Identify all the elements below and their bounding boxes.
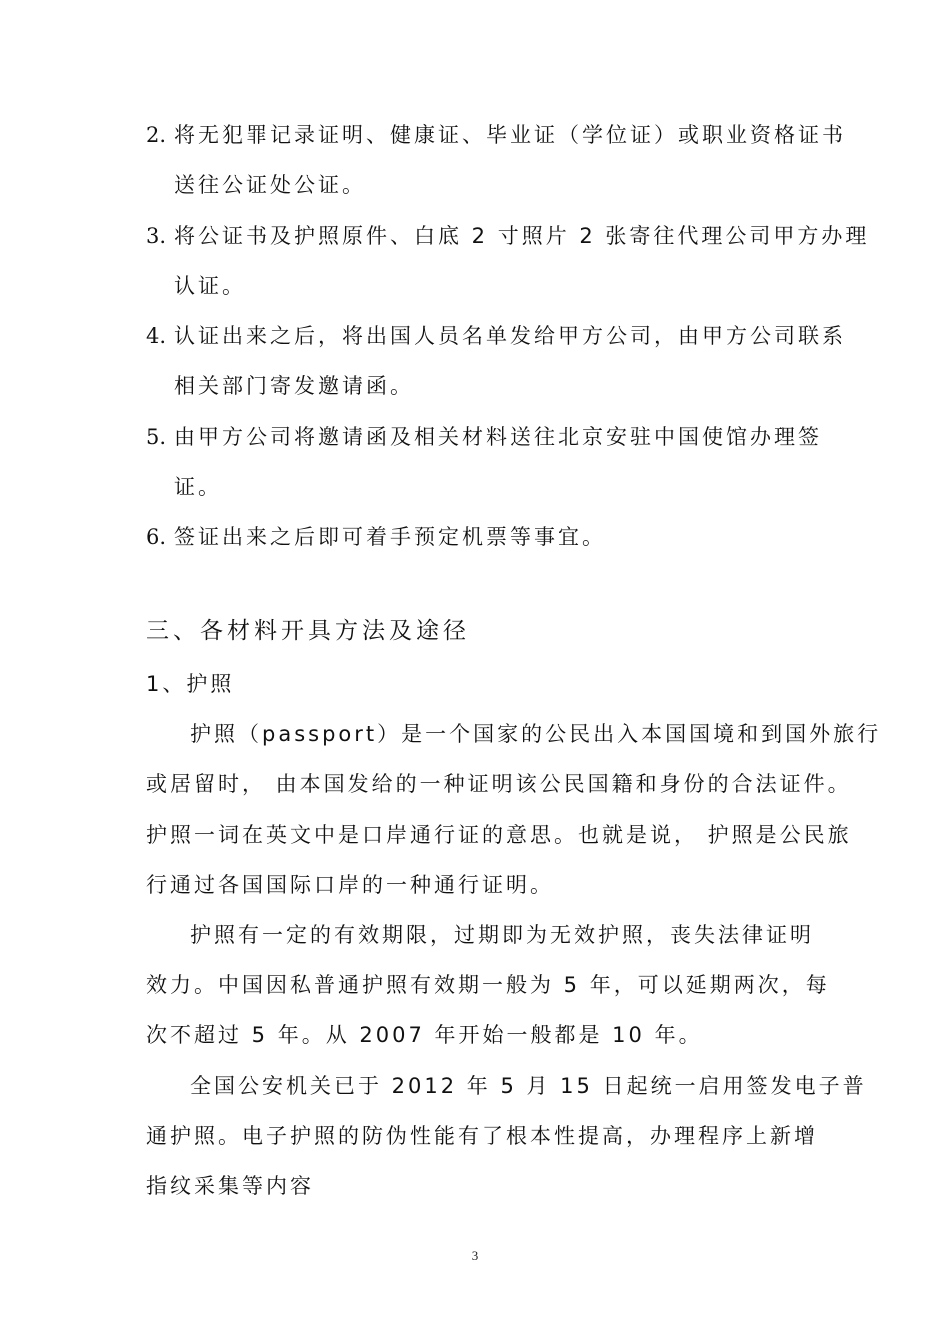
list-item-4-continued: 相关部门寄发邀请函。	[174, 374, 414, 398]
paragraph-line: 护照（passport）是一个国家的公民出入本国国境和到国外旅行	[190, 722, 882, 746]
subheading: 1、护照	[146, 672, 235, 696]
paragraph-line: 通护照。电子护照的防伪性能有了根本性提高，办理程序上新增	[146, 1124, 818, 1148]
list-item-2-continued: 送往公证处公证。	[174, 173, 366, 197]
paragraph-line: 护照一词在英文中是口岸通行证的意思。也就是说， 护照是公民旅	[146, 823, 852, 847]
paragraph-line: 次不超过 5 年。从 2007 年开始一般都是 10 年。	[146, 1023, 703, 1047]
list-number: 2.	[146, 123, 167, 147]
paragraph-line: 或居留时， 由本国发给的一种证明该公民国籍和身份的合法证件。	[146, 772, 852, 796]
list-item-4	[146, 321, 846, 351]
list-item-2	[146, 120, 846, 150]
list-number: 6.	[146, 525, 167, 549]
list-number: 4.	[146, 324, 167, 348]
list-item-5-continued: 证。	[174, 475, 222, 499]
list-text: 将公证书及护照原件、白底 2 寸照片 2 张寄往代理公司甲方办理	[174, 224, 870, 248]
list-text: 将无犯罪记录证明、健康证、毕业证（学位证）或职业资格证书	[174, 123, 846, 147]
paragraph-line: 指纹采集等内容	[146, 1174, 314, 1198]
section-heading: 三、各材料开具方法及途径	[146, 618, 470, 644]
list-number: 5.	[146, 425, 167, 449]
paragraph-line: 全国公安机关已于 2012 年 5 月 15 日起统一启用签发电子普	[190, 1074, 867, 1098]
list-text: 由甲方公司将邀请函及相关材料送往北京安驻中国使馆办理签	[174, 425, 822, 449]
paragraph-line: 行通过各国国际口岸的一种通行证明。	[146, 873, 554, 897]
paragraph-line: 效力。中国因私普通护照有效期一般为 5 年，可以延期两次，每	[146, 973, 830, 997]
list-text: 签证出来之后即可着手预定机票等事宜。	[174, 525, 606, 549]
paragraph-line: 护照有一定的有效期限，过期即为无效护照，丧失法律证明	[190, 923, 814, 947]
list-item-6	[146, 522, 606, 552]
list-item-3-continued: 认证。	[174, 274, 246, 298]
list-item-5	[146, 422, 822, 452]
list-text: 认证出来之后，将出国人员名单发给甲方公司，由甲方公司联系	[174, 324, 846, 348]
list-item-3	[146, 221, 869, 251]
list-number: 3.	[146, 224, 167, 248]
page-number: 3	[471, 1248, 479, 1263]
